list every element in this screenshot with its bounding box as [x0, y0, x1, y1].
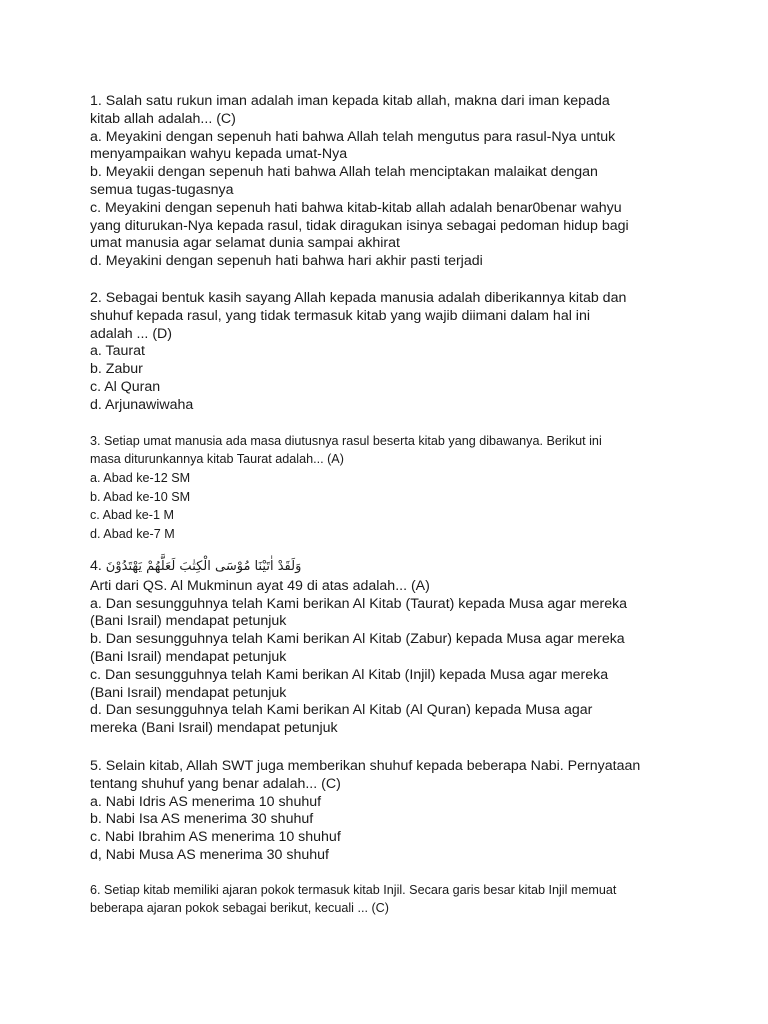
option-b-line: b. Abad ke-10 SM — [90, 489, 191, 504]
question-text-line: adalah ... (D) — [90, 325, 173, 342]
option-c-line: c. Al Quran — [90, 378, 161, 395]
option-d-line: d. Meyakini dengan sepenuh hati bahwa hari akhir pasti terjadi — [90, 253, 483, 270]
question-text-line: 6. Setiap kitab memiliki ajaran pokok termasuk kitab Injil. Secara garis besar kitab Injil memuat — [90, 882, 617, 897]
question-text-line: 2. Sebagai bentuk kasih sayang Allah kepada manusia adalah diberikannya kitab dan — [90, 289, 627, 306]
option-b-line: semua tugas-tugasnya — [90, 181, 234, 198]
option-b-line: b. Dan sesungguhnya telah Kami berikan Al Kitab (Zabur) kepada Musa agar mereka — [90, 631, 625, 648]
question-5 — [90, 758, 690, 865]
option-c-line: (Bani Israil) mendapat petunjuk — [90, 684, 287, 701]
option-a-line: a. Abad ke-12 SM — [90, 470, 191, 485]
option-d-line: d. Arjunawiwaha — [90, 396, 194, 413]
question-3 — [90, 432, 690, 544]
option-c-line: c. Nabi Ibrahim AS menerima 10 shuhuf — [90, 829, 341, 846]
question-text-line: tentang shuhuf yang benar adalah... (C) — [90, 775, 341, 792]
option-d-line: d, Nabi Musa AS menerima 30 shuhuf — [90, 846, 329, 863]
question-text-line: masa diturunkannya kitab Taurat adalah... (A) — [90, 452, 344, 467]
option-d-line: d. Dan sesungguhnya telah Kami berikan Al Kitab (Al Quran) kepada Musa agar — [90, 702, 593, 719]
question-6 — [90, 881, 690, 918]
option-a-line: a. Taurat — [90, 343, 145, 360]
question-text-line: Arti dari QS. Al Mukminun ayat 49 di atas adalah... (A) — [90, 577, 430, 594]
option-a-line: menyampaikan wahyu kepada umat-Nya — [90, 146, 348, 163]
question-4 — [90, 555, 690, 738]
option-b-line: (Bani Israil) mendapat petunjuk — [90, 648, 287, 665]
option-c-line: umat manusia agar selamat dunia sampai akhirat — [90, 235, 400, 252]
option-a-line: a. Nabi Idris AS menerima 10 shuhuf — [90, 793, 322, 810]
option-d-line: d. Abad ke-7 M — [90, 527, 175, 542]
arabic-verse: وَلَقَدْ اٰتَيْنَا مُوْسَى الْكِتٰبَ لَعَلَّهُمْ يَهْتَدُوْنَ — [105, 558, 302, 574]
question-text-line: kitab allah adalah... (C) — [90, 110, 236, 127]
question-text-line: shuhuf kepada rasul, yang tidak termasuk kitab yang wajib diimani dalam hal ini — [90, 307, 590, 324]
option-b-line: b. Zabur — [90, 361, 143, 378]
option-a-line: (Bani Israil) mendapat petunjuk — [90, 613, 287, 630]
option-c-line: yang diturukan-Nya kepada rasul, tidak diragukan isinya sebagai pedoman hidup bagi — [90, 217, 629, 234]
option-a-line: a. Meyakini dengan sepenuh hati bahwa Allah telah mengutus para rasul-Nya untuk — [90, 128, 616, 145]
question-2 — [90, 290, 690, 415]
option-b-line: b. Meyakii dengan sepenuh hati bahwa Allah telah menciptakan malaikat dengan — [90, 164, 598, 181]
question-text-line: 1. Salah satu rukun iman adalah iman kepada kitab allah, makna dari iman kepada — [90, 93, 610, 109]
option-a-line: a. Dan sesungguhnya telah Kami berikan Al Kitab (Taurat) kepada Musa agar mereka — [90, 595, 628, 612]
question-text-line: 3. Setiap umat manusia ada masa diutusnya rasul beserta kitab yang dibawanya. Berikut ini — [90, 433, 602, 448]
question-text-line: beberapa ajaran pokok sebagai berikut, kecuali ... (C) — [90, 901, 389, 916]
option-c-line: c. Dan sesungguhnya telah Kami berikan Al Kitab (Injil) kepada Musa agar mereka — [90, 666, 609, 683]
option-b-line: b. Nabi Isa AS menerima 30 shuhuf — [90, 811, 314, 828]
question-text-line: 5. Selain kitab, Allah SWT juga memberikan shuhuf kepada beberapa Nabi. Pernyataan — [90, 757, 641, 774]
question-number-arabic-line — [90, 555, 690, 578]
option-d-line: mereka (Bani Israil) mendapat petunjuk — [90, 720, 338, 737]
option-c-line: c. Abad ke-1 M — [90, 508, 174, 523]
question-number: 4. — [90, 557, 102, 574]
option-c-line: c. Meyakini dengan sepenuh hati bahwa kitab-kitab allah adalah benar0benar wahyu — [90, 199, 622, 216]
question-1 — [90, 93, 690, 271]
document-page — [90, 93, 690, 918]
